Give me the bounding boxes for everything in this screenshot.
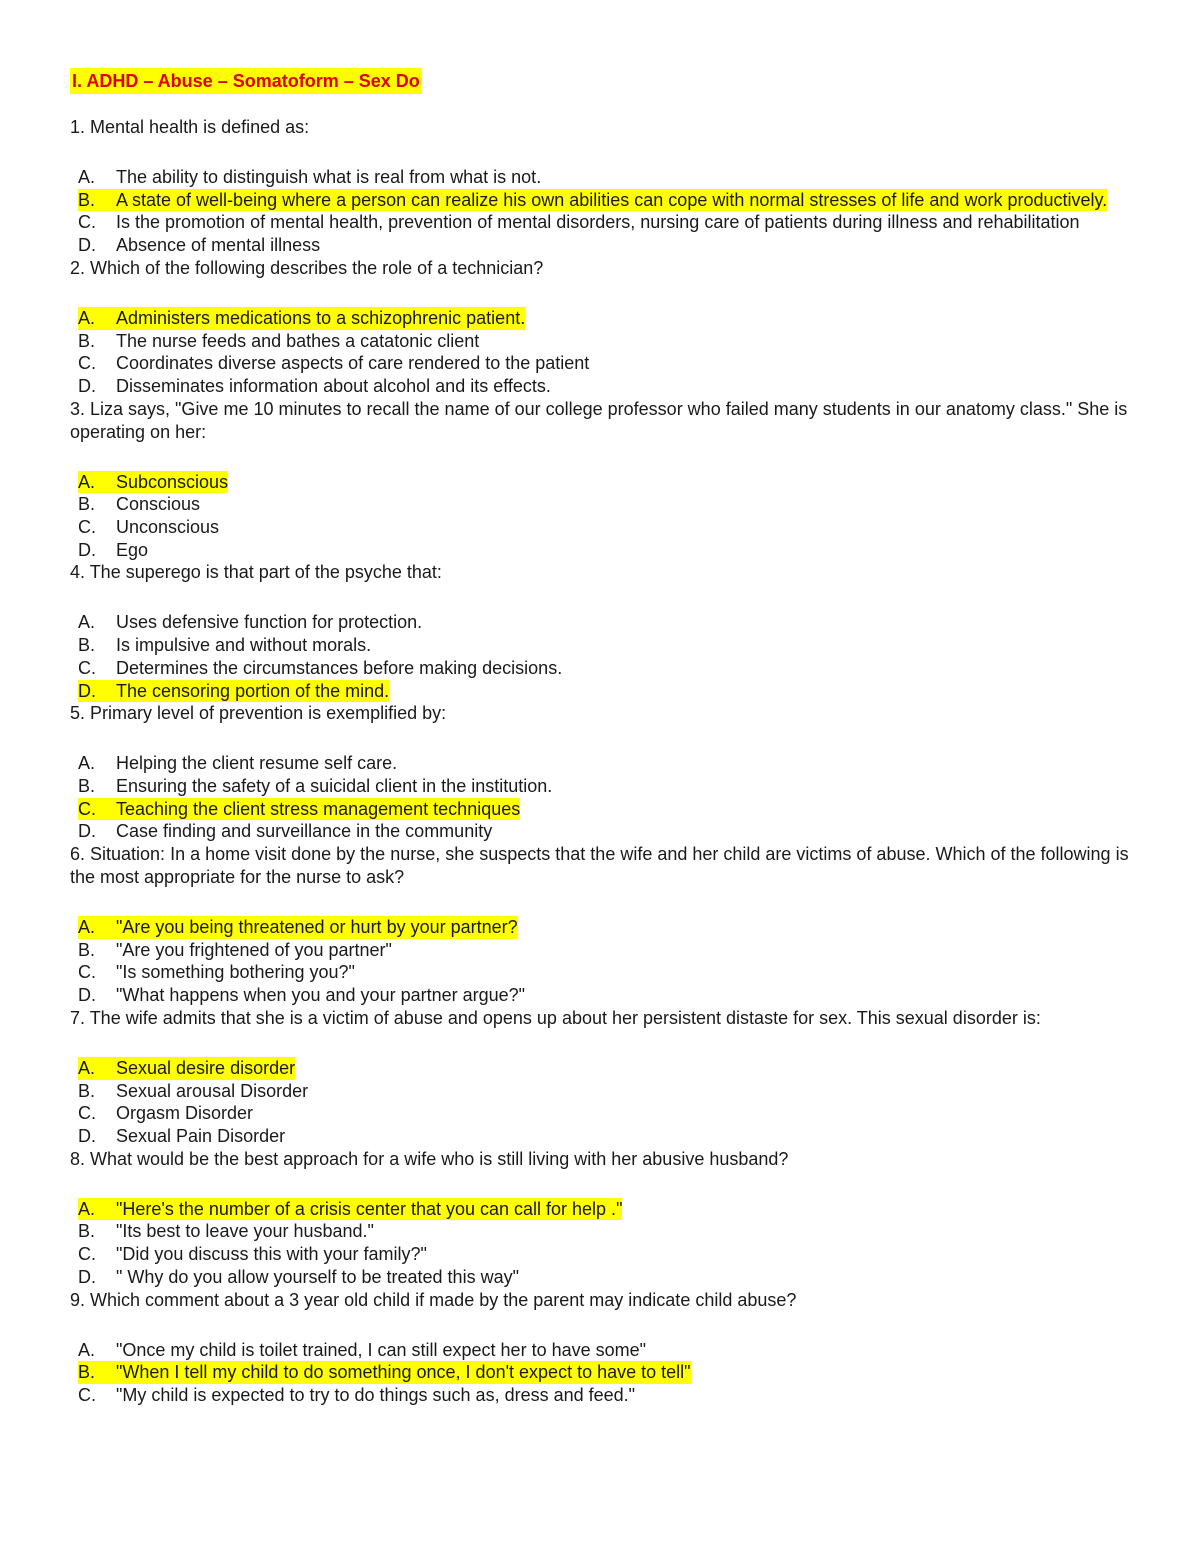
answer-option-highlighted (78, 916, 1130, 939)
option-letter: C. (78, 657, 96, 678)
question-2 (70, 257, 1200, 398)
option-list (70, 1339, 1130, 1407)
option-text: Case finding and surveillance in the community (116, 821, 493, 842)
question-stem: 6. Situation: In a home visit done by the nurse, she suspects that the wife and her child are victims of abuse. Which of the following is the most appropriate for the nurse to ask? (70, 844, 1129, 888)
answer-option (78, 375, 1130, 398)
option-letter: C. (78, 1384, 96, 1405)
option-text: Uses defensive function for protection. (116, 612, 423, 633)
option-text: Orgasm Disorder (116, 1103, 254, 1124)
option-text: Conscious (116, 494, 201, 515)
option-text: Disseminates information about alcohol and its effects. (116, 375, 551, 396)
option-text: The ability to distinguish what is real from what is not. (116, 167, 542, 187)
answer-option-highlighted (78, 471, 1130, 494)
option-text: Is the promotion of mental health, prevention of mental disorders, nursing care of patients during illness and rehabilitation (116, 212, 1080, 233)
answer-option (78, 1339, 1130, 1362)
question-stem: 3. Liza says, "Give me 10 minutes to recall the name of our college professor who failed many students in our anatomy class." She is operating on her: (70, 398, 1128, 442)
option-letter: A. (78, 916, 116, 939)
question-1 (70, 116, 1200, 257)
question-stem: 1. Mental health is defined as: (70, 117, 310, 137)
spacer (70, 889, 1200, 916)
answer-option (78, 1266, 1130, 1289)
option-text: Helping the client resume self care. (116, 753, 398, 774)
question-8 (70, 1148, 1200, 1289)
option-text: Unconscious (116, 517, 220, 538)
answer-option-highlighted (78, 798, 1130, 821)
option-list (70, 1198, 1130, 1289)
option-list (70, 307, 1130, 398)
option-letter: A. (78, 1198, 116, 1221)
option-letter: B. (78, 635, 96, 656)
option-letter: D. (78, 680, 116, 703)
answer-option (78, 1102, 1130, 1125)
option-letter: B. (78, 330, 96, 351)
answer-option (78, 1080, 1130, 1103)
question-list (70, 116, 1200, 1407)
option-text: "Here's the number of a crisis center that you can call for help ." (116, 1198, 623, 1219)
answer-option (78, 611, 1130, 634)
answer-option-highlighted (78, 307, 1130, 330)
answer-option (78, 352, 1130, 375)
option-letter: A. (78, 471, 116, 494)
answer-option (78, 939, 1130, 962)
question-4 (70, 561, 1200, 702)
question-stem: 9. Which comment about a 3 year old child if made by the parent may indicate child abuse? (70, 1289, 797, 1310)
option-text: The censoring portion of the mind. (116, 680, 390, 701)
answer-option (78, 657, 1130, 680)
question-stem: 7. The wife admits that she is a victim of abuse and opens up about her persistent distaste for sex. This sexual disorder is: (70, 1007, 1041, 1028)
question-stem: 5. Primary level of prevention is exemplified by: (70, 703, 447, 724)
option-text: A state of well-being where a person can realize his own abilities can cope with normal stresses of life and work productively. (116, 189, 1108, 210)
answer-option (78, 1384, 1130, 1407)
option-text: "What happens when you and your partner argue?" (116, 985, 526, 1006)
option-letter: C. (78, 517, 96, 538)
answer-option (78, 330, 1130, 353)
question-6 (70, 843, 1200, 1007)
answer-option-highlighted (78, 1057, 1130, 1080)
option-text: Ego (116, 539, 149, 560)
option-text: "Its best to leave your husband." (116, 1221, 374, 1242)
answer-option (78, 166, 1130, 189)
answer-option (78, 211, 1130, 234)
option-letter: C. (78, 1244, 96, 1265)
option-text: The nurse feeds and bathes a catatonic client (116, 330, 480, 351)
answer-option (78, 961, 1130, 984)
option-letter: D. (78, 375, 96, 396)
option-letter: D. (78, 821, 96, 842)
answer-option-highlighted (78, 680, 1130, 703)
option-text: "Are you frightened of you partner" (116, 939, 392, 960)
answer-option (78, 752, 1130, 775)
option-letter: A. (78, 307, 116, 330)
option-letter: B. (78, 1080, 96, 1101)
option-text: Teaching the client stress management techniques (116, 798, 521, 819)
option-text: Administers medications to a schizophrenic patient. (116, 307, 526, 328)
answer-option-highlighted (78, 1361, 1130, 1384)
option-list (70, 752, 1130, 843)
option-text: Determines the circumstances before making decisions. (116, 657, 563, 678)
option-letter: C. (78, 1103, 96, 1124)
answer-option (78, 1220, 1130, 1243)
option-letter: A. (78, 753, 96, 774)
option-letter: C. (78, 212, 96, 233)
answer-option (78, 984, 1130, 1007)
answer-option (78, 775, 1130, 798)
question-stem: 8. What would be the best approach for a wife who is still living with her abusive husband? (70, 1148, 789, 1169)
option-text: "Are you being threatened or hurt by your partner? (116, 917, 518, 938)
answer-option (78, 820, 1130, 843)
option-letter: A. (78, 1339, 96, 1360)
option-letter: B. (78, 1221, 96, 1242)
answer-option (78, 1125, 1130, 1148)
question-7 (70, 1007, 1200, 1148)
option-list (70, 471, 1130, 562)
question-5 (70, 702, 1200, 843)
spacer (70, 1030, 1200, 1057)
option-text: Subconscious (116, 471, 229, 492)
answer-option (78, 516, 1130, 539)
answer-option (78, 234, 1130, 257)
option-letter: C. (78, 798, 116, 821)
option-letter: A. (78, 167, 96, 187)
question-stem: 4. The superego is that part of the psyche that: (70, 562, 442, 583)
answer-option (78, 634, 1130, 657)
spacer (70, 1312, 1200, 1339)
option-list (70, 166, 1130, 257)
option-text: "Is something bothering you?" (116, 962, 355, 983)
question-9 (70, 1289, 1200, 1407)
option-text: " Why do you allow yourself to be treated this way" (116, 1266, 519, 1287)
answer-option (78, 493, 1130, 516)
option-text: "Once my child is toilet trained, I can still expect her to have some" (116, 1339, 647, 1360)
option-letter: B. (78, 775, 96, 796)
option-letter: D. (78, 1125, 96, 1146)
option-letter: A. (78, 612, 96, 633)
option-text: "When I tell my child to do something once, I don't expect to have to tell" (116, 1362, 691, 1383)
question-stem: 2. Which of the following describes the role of a technician? (70, 257, 544, 278)
option-text: Is impulsive and without morals. (116, 635, 372, 656)
option-text: Sexual desire disorder (116, 1057, 296, 1078)
page-title: I. ADHD – Abuse – Somatoform – Sex Do (70, 68, 422, 94)
spacer (70, 725, 1200, 752)
spacer (70, 584, 1200, 611)
option-text: "My child is expected to try to do things such as, dress and feed." (116, 1384, 636, 1405)
answer-option-highlighted (78, 1198, 1130, 1221)
option-letter: B. (78, 189, 116, 212)
option-letter: B. (78, 1361, 116, 1384)
answer-option (78, 1243, 1130, 1266)
spacer (70, 444, 1200, 471)
option-letter: D. (78, 985, 96, 1006)
option-letter: D. (78, 539, 96, 560)
option-letter: D. (78, 1266, 96, 1287)
spacer (70, 1171, 1200, 1198)
answer-option-highlighted (78, 189, 1130, 212)
option-letter: C. (78, 962, 96, 983)
option-list (70, 1057, 1130, 1148)
option-text: Coordinates diverse aspects of care rendered to the patient (116, 353, 590, 374)
option-list (70, 611, 1130, 702)
spacer (70, 280, 1200, 307)
option-letter: B. (78, 494, 96, 515)
answer-option (78, 539, 1130, 562)
option-letter: A. (78, 1057, 116, 1080)
option-text: Ensuring the safety of a suicidal client in the institution. (116, 775, 553, 796)
option-letter: D. (78, 235, 96, 256)
spacer (70, 139, 1200, 166)
option-text: Absence of mental illness (116, 235, 321, 256)
option-letter: C. (78, 353, 96, 374)
option-letter: B. (78, 939, 96, 960)
option-text: "Did you discuss this with your family?" (116, 1244, 427, 1265)
option-list (70, 916, 1130, 1007)
question-3 (70, 398, 1200, 562)
option-text: Sexual arousal Disorder (116, 1080, 309, 1101)
option-text: Sexual Pain Disorder (116, 1125, 286, 1146)
